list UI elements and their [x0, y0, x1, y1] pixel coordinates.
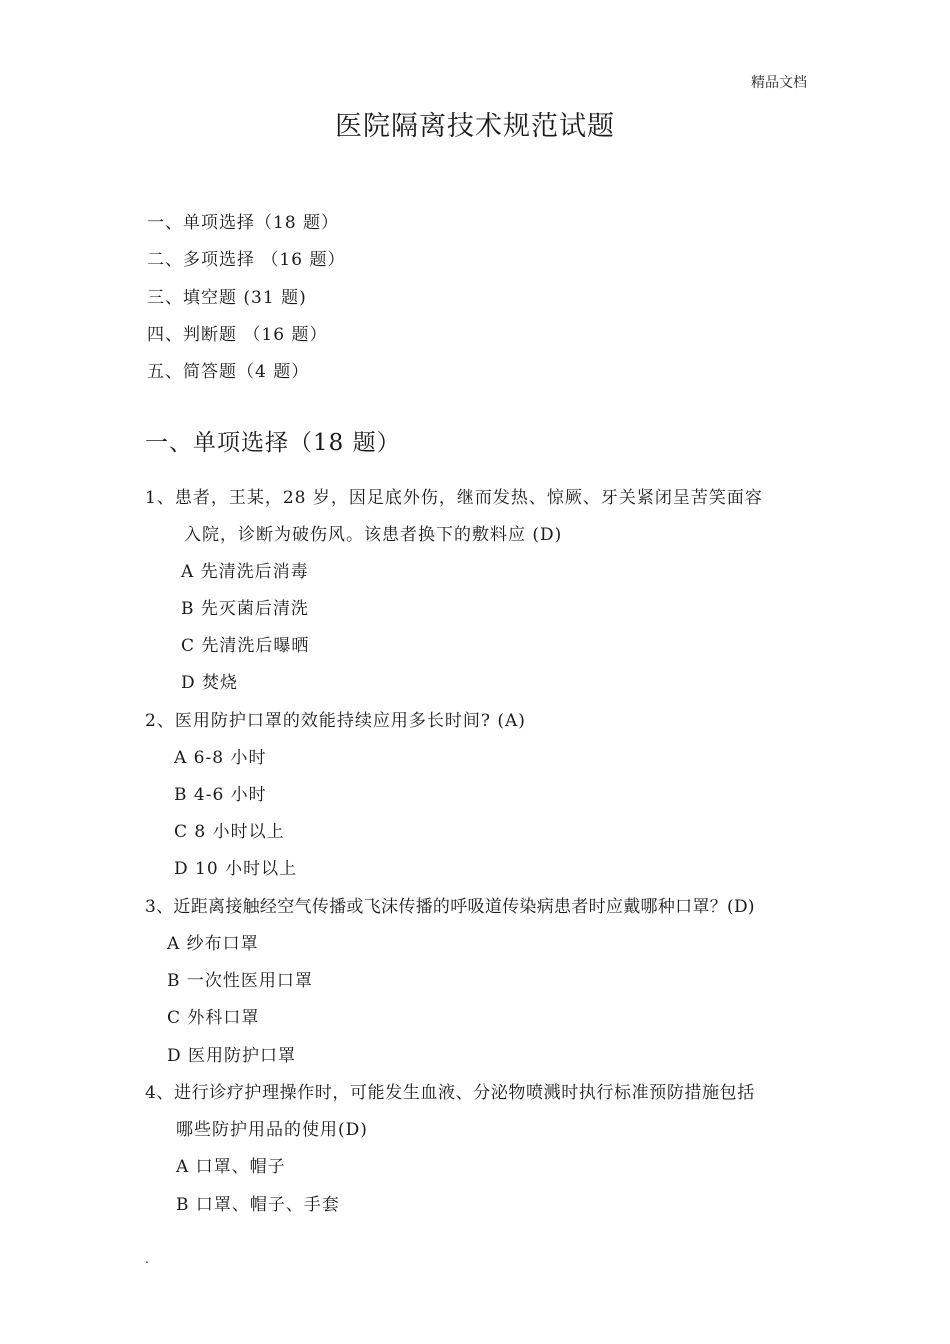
question-text: 4、进行诊疗护理操作时，可能发生血液、分泌物喷溅时执行标准预防措施包括	[145, 1083, 755, 1103]
question-text: 2、医用防护口罩的效能持续应用多长时间? (A)	[145, 711, 526, 731]
toc-item: 一、单项选择（18 题）	[147, 213, 340, 233]
answer-option: A 6-8 小时	[174, 748, 267, 768]
watermark: 精品文档	[751, 75, 807, 91]
section-heading: 一、单项选择（18 题）	[145, 430, 401, 456]
question-text: 1、患者，王某，28 岁，因足底外伤，继而发热、惊厥、牙关紧闭呈苦笑面容	[145, 488, 763, 508]
toc-item: 四、判断题 （16 题）	[147, 325, 328, 345]
answer-option: C 先清洗后曝晒	[181, 636, 310, 656]
toc-item: 五、简答题（4 题）	[147, 362, 310, 382]
answer-option: A 口罩、帽子	[176, 1157, 286, 1177]
question-text-continued: 入院，诊断为破伤风。该患者换下的敷料应 (D)	[184, 525, 563, 545]
question-text-continued: 哪些防护用品的使用(D)	[176, 1120, 368, 1140]
document-title: 医院隔离技术规范试题	[335, 111, 615, 142]
answer-option: B 口罩、帽子、手套	[176, 1195, 340, 1215]
answer-option: A 纱布口罩	[167, 934, 259, 954]
answer-option: D 焚烧	[181, 673, 239, 693]
toc-item: 二、多项选择 （16 题）	[147, 250, 346, 270]
footer-mark: .	[145, 1252, 149, 1266]
answer-option: B 4-6 小时	[174, 785, 267, 805]
answer-option: D 10 小时以上	[174, 859, 298, 879]
answer-option: B 一次性医用口罩	[167, 971, 313, 991]
answer-option: A 先清洗后消毒	[181, 562, 309, 582]
answer-option: C 外科口罩	[167, 1008, 260, 1028]
toc-item: 三、填空题 (31 题)	[147, 288, 307, 308]
answer-option: C 8 小时以上	[174, 822, 285, 842]
answer-option: D 医用防护口罩	[167, 1046, 297, 1066]
answer-option: B 先灭菌后清洗	[181, 599, 309, 619]
question-text: 3、近距离接触经空气传播或飞沫传播的呼吸道传染病患者时应戴哪种口罩？(D)	[145, 897, 755, 917]
